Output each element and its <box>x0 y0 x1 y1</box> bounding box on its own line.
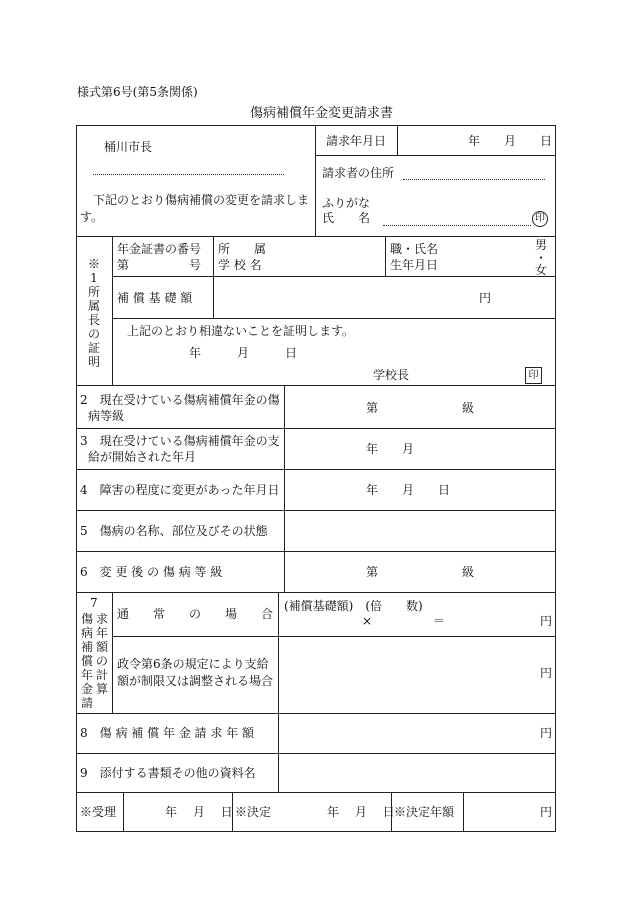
row6-dai: 第 <box>366 565 379 579</box>
normal-case-yen: 円 <box>540 614 553 628</box>
row8-label: 8 傷 病 補 償 年 金 請 求 年 額 <box>80 726 254 740</box>
date-month: 月 <box>504 134 517 148</box>
row3-value: 年 月 <box>366 442 415 456</box>
limited-case-yen: 円 <box>540 666 553 680</box>
cert-date: 年 月 日 <box>189 346 298 360</box>
normal-case-label: 通 常 の 場 合 <box>117 607 274 621</box>
cert-statement: 上記のとおり相違ないことを証明します。 <box>127 324 355 338</box>
request-text-line1: 下記のとおり傷病補償の変更を請求しま <box>93 193 310 207</box>
row2-label-line1: 2 現在受けている傷病補償年金の傷 <box>80 393 280 407</box>
decision-date: 年 月 日 <box>327 805 395 819</box>
row8-yen: 円 <box>540 726 553 740</box>
pension-no-label: 年金証書の番号 <box>117 242 202 256</box>
limited-case-label-line2: 額が制限又は調整される場合 <box>117 674 274 688</box>
pension-no-value-label: 第 号 <box>117 258 202 272</box>
birthdate-label: 生年月日 <box>390 258 439 272</box>
formula-times: × <box>362 614 373 628</box>
calc-section-label-col1: 傷病補償年金請 <box>80 612 93 710</box>
applicant-seal-mark: 印 <box>532 211 548 227</box>
furigana-label: ふりがな <box>322 196 371 210</box>
row4-label: 4 障害の程度に変更があった年月日 <box>80 483 280 497</box>
job-name-label: 職・氏名 <box>390 242 439 256</box>
received-label: ※受理 <box>80 805 117 819</box>
date-year: 年 <box>468 134 481 148</box>
formula-labels: (補償基礎額) (倍 数) <box>284 599 423 613</box>
date-day: 日 <box>540 134 553 148</box>
addressee: 桶川市長 <box>104 140 153 154</box>
row4-value: 年 月 日 <box>366 483 451 497</box>
request-text-line2: す。 <box>80 210 104 224</box>
principal-label: 学校長 <box>373 368 410 382</box>
date-label: 請求年月日 <box>326 134 387 148</box>
cert-section-label: ※1所属長の証明 <box>87 257 100 369</box>
row9-label: 9 添付する書類その他の資料名 <box>80 766 256 780</box>
base-amount-yen: 円 <box>479 291 492 305</box>
decision-amount-label: ※決定年額 <box>394 805 455 819</box>
calc-section-number: 7 <box>90 596 98 610</box>
row3-label-line2: 給が開始された年月 <box>88 450 197 464</box>
affiliation-label: 所 属 <box>218 242 267 256</box>
sex-male: 男 <box>535 238 548 252</box>
school-name-label: 学 校 名 <box>218 258 262 272</box>
address-field[interactable] <box>403 179 545 180</box>
row2-label-line2: 病等級 <box>88 409 125 423</box>
received-date: 年 月 日 <box>165 805 233 819</box>
calc-section-label-col2: 求年額の計算 <box>95 612 108 696</box>
decision-amount-yen: 円 <box>540 805 553 819</box>
form-number: 様式第6号(第5条関係) <box>77 85 198 99</box>
row6-label: 6 変 更 後 の 傷 病 等 級 <box>80 565 223 579</box>
decision-label: ※決定 <box>235 805 272 819</box>
row2-kyu: 級 <box>462 401 475 415</box>
addressee-dotted-line <box>93 174 284 175</box>
address-label: 請求者の住所 <box>322 166 395 180</box>
principal-seal-mark: 印 <box>525 367 542 384</box>
sex-female: 女 <box>535 263 548 277</box>
formula-equals: ＝ <box>433 614 446 628</box>
name-field[interactable] <box>383 225 531 226</box>
limited-case-label-line1: 政令第6条の規定により支給 <box>117 657 269 671</box>
sex-separator: ・ <box>535 251 548 265</box>
form-title: 傷病補償年金変更請求書 <box>250 106 394 121</box>
row6-kyu: 級 <box>462 565 475 579</box>
row2-dai: 第 <box>366 401 379 415</box>
name-label: 氏 名 <box>322 211 371 225</box>
row5-label: 5 傷病の名称、部位及びその状態 <box>80 524 268 538</box>
row3-label-line1: 3 現在受けている傷病補償年金の支 <box>80 434 280 448</box>
base-amount-label: 補 償 基 礎 額 <box>117 291 193 305</box>
